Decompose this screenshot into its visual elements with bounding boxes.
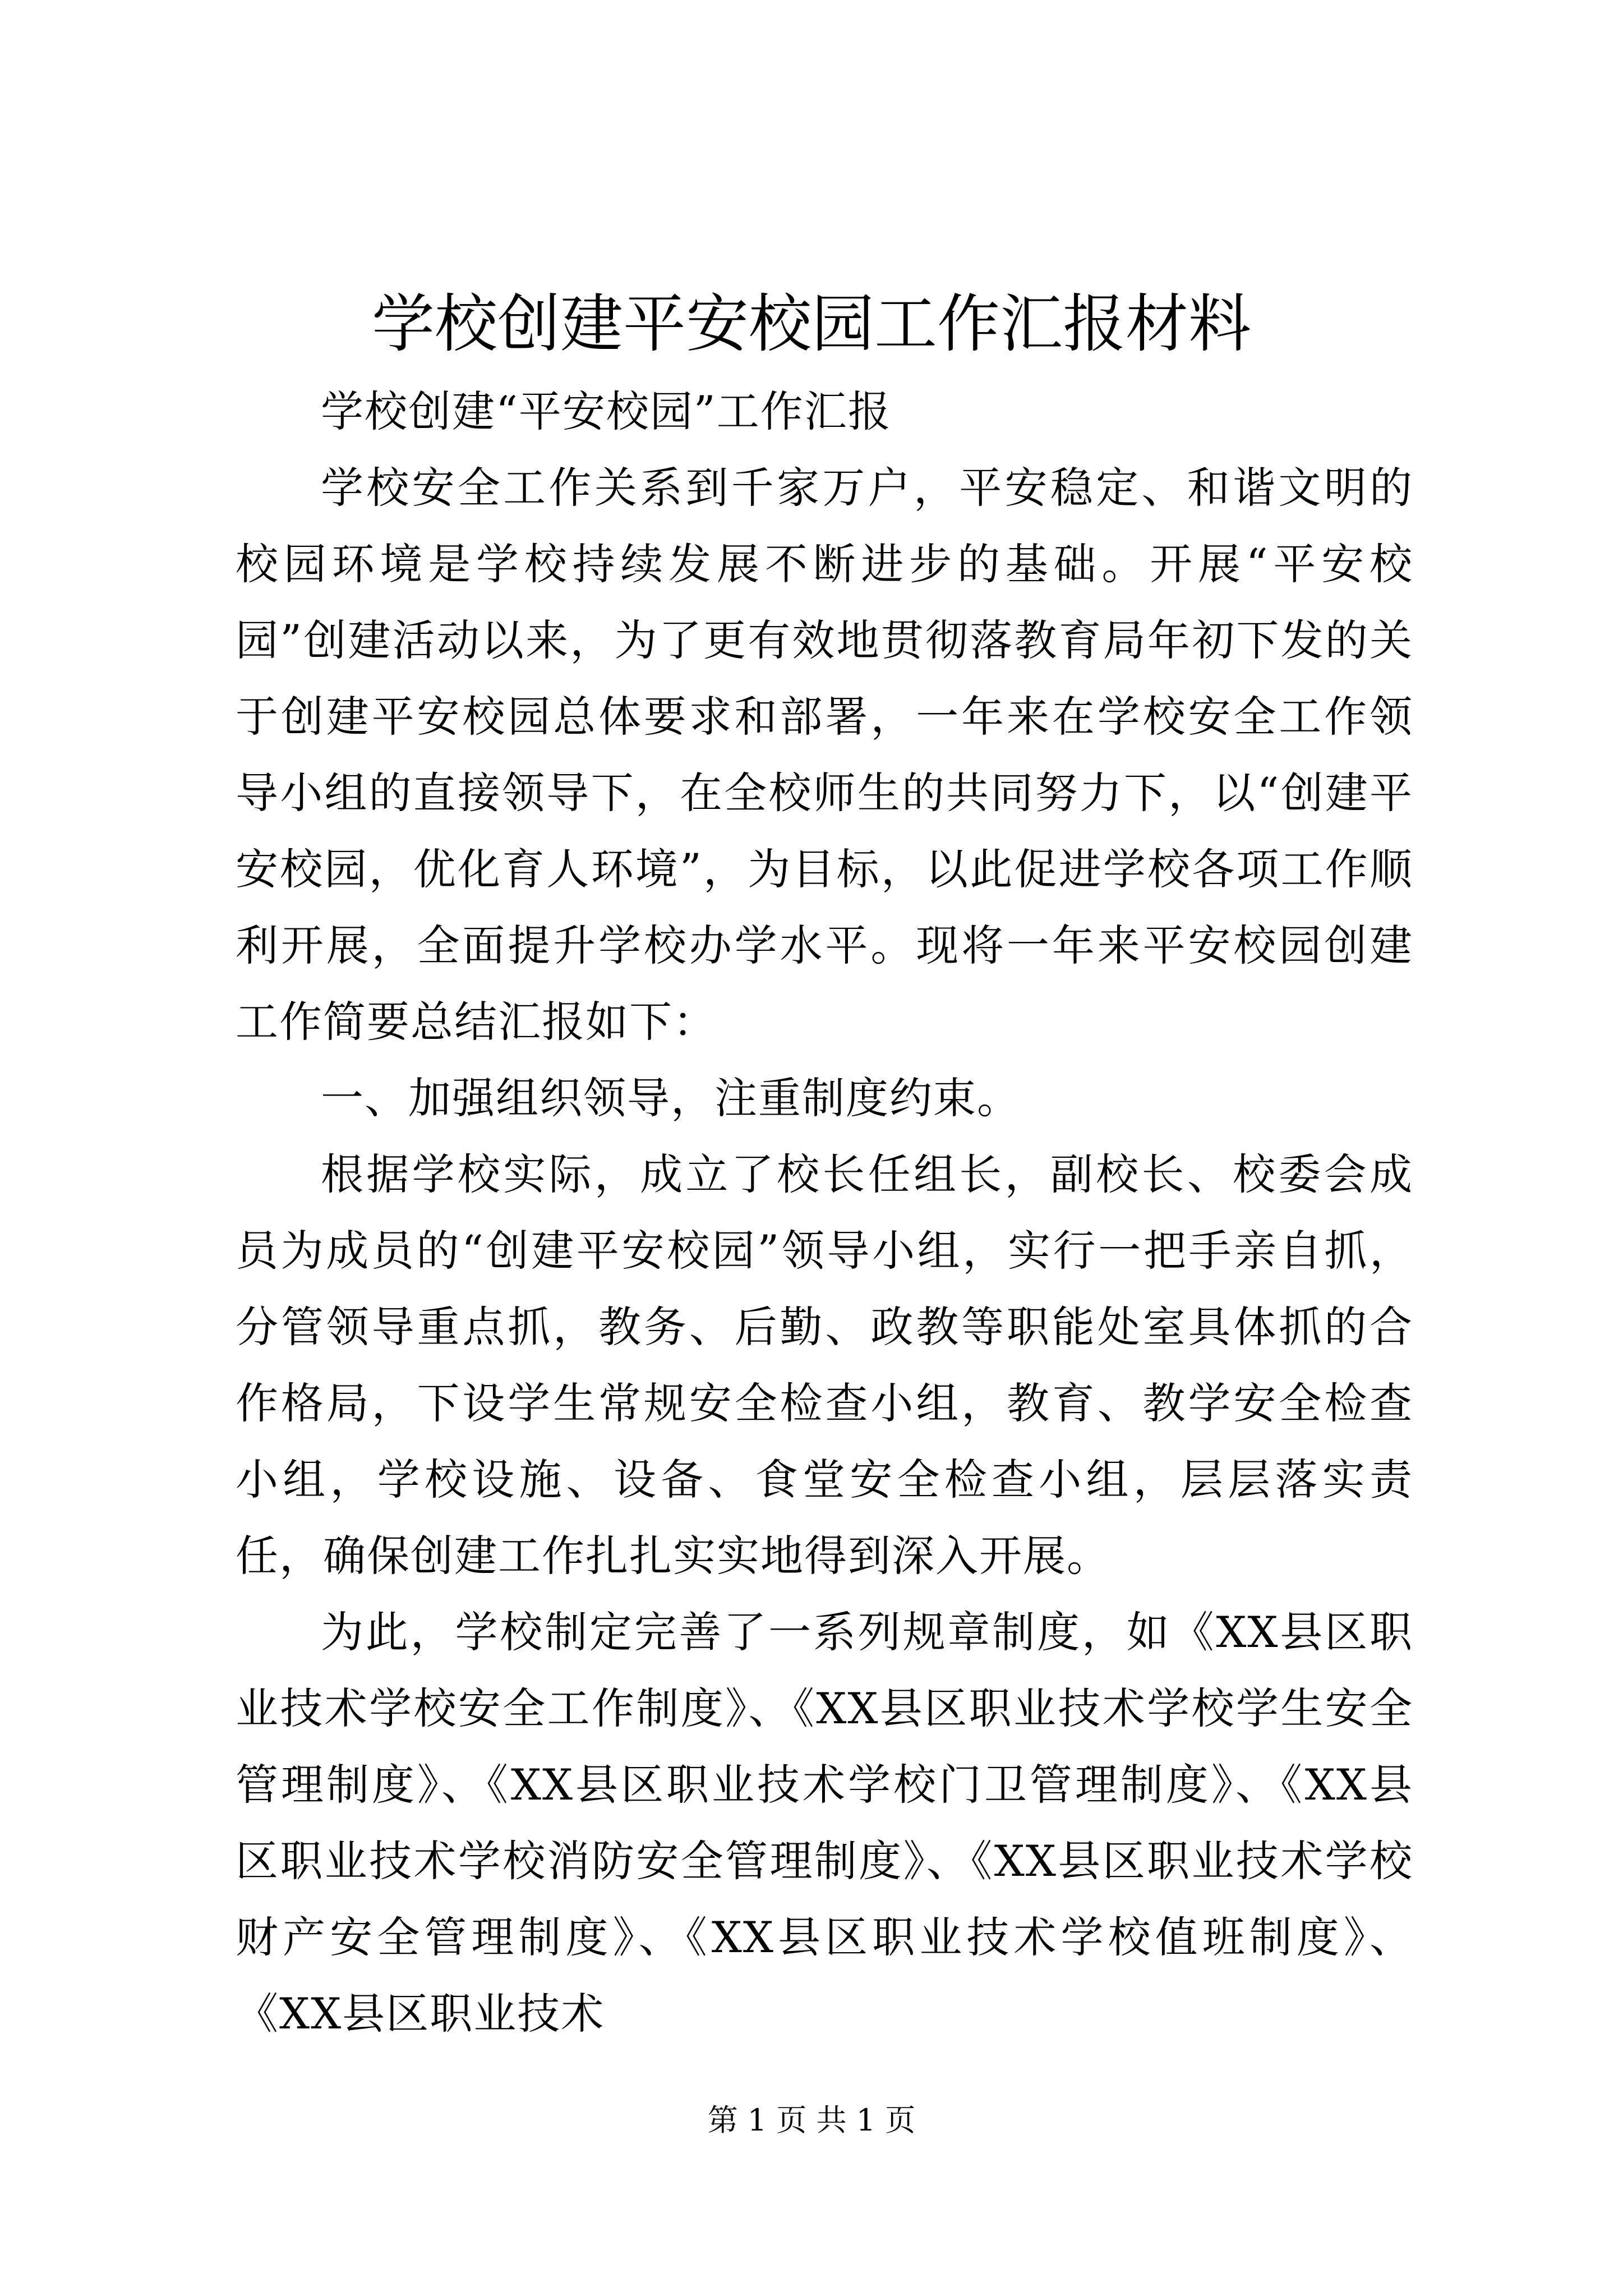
section-heading-1: 一、加强组织领导，注重制度约束。 xyxy=(321,1073,1021,1123)
document-title: 学校创建平安校园工作汇报材料 xyxy=(372,288,1251,361)
document-body xyxy=(236,374,1413,2052)
page-footer: 第 1 页 共 1 页 xyxy=(707,2102,916,2138)
body-paragraph: 为此，学校制定完善了一系列规章制度，如《XX县区职业技术学校安全工作制度》、《XX县区职业技术学校学生安全管理制度》、《XX县区职业技术学校门卫管理制度》、《XX县区职业技术学校消防安全管理制度》、《XX县区职业技术学校财产安全管理制度》、《XX县区职业技术学校值班制度》、《XX县区职业技术 xyxy=(236,1607,1413,2039)
intro-paragraph: 学校安全工作关系到千家万户，平安稳定、和谐文明的校园环境是学校持续发展不断进步的基础。开展“平安校园”创建活动以来，为了更有效地贯彻落教育局年初下发的关于创建平安校园总体要求和部署，一年来在学校安全工作领导小组的直接领导下，在全校师生的共同努力下，以“创建平安校园，优化育人环境”，为目标，以此促进学校各项工作顺利开展，全面提升学校办学水平。现将一年来平安校园创建工作简要总结汇报如下： xyxy=(236,463,1413,1047)
body-paragraph: 根据学校实际，成立了校长任组长，副校长、校委会成员为成员的“创建平安校园”领导小组，实行一把手亲自抓，分管领导重点抓，教务、后勤、政教等职能处室具体抓的合作格局，下设学生常规安全检查小组，教育、教学安全检查小组，学校设施、设备、食堂安全检查小组，层层落实责任，确保创建工作扎扎实实地得到深入开展。 xyxy=(236,1149,1413,1581)
document-subtitle: 学校创建“平安校园”工作汇报 xyxy=(321,386,892,436)
